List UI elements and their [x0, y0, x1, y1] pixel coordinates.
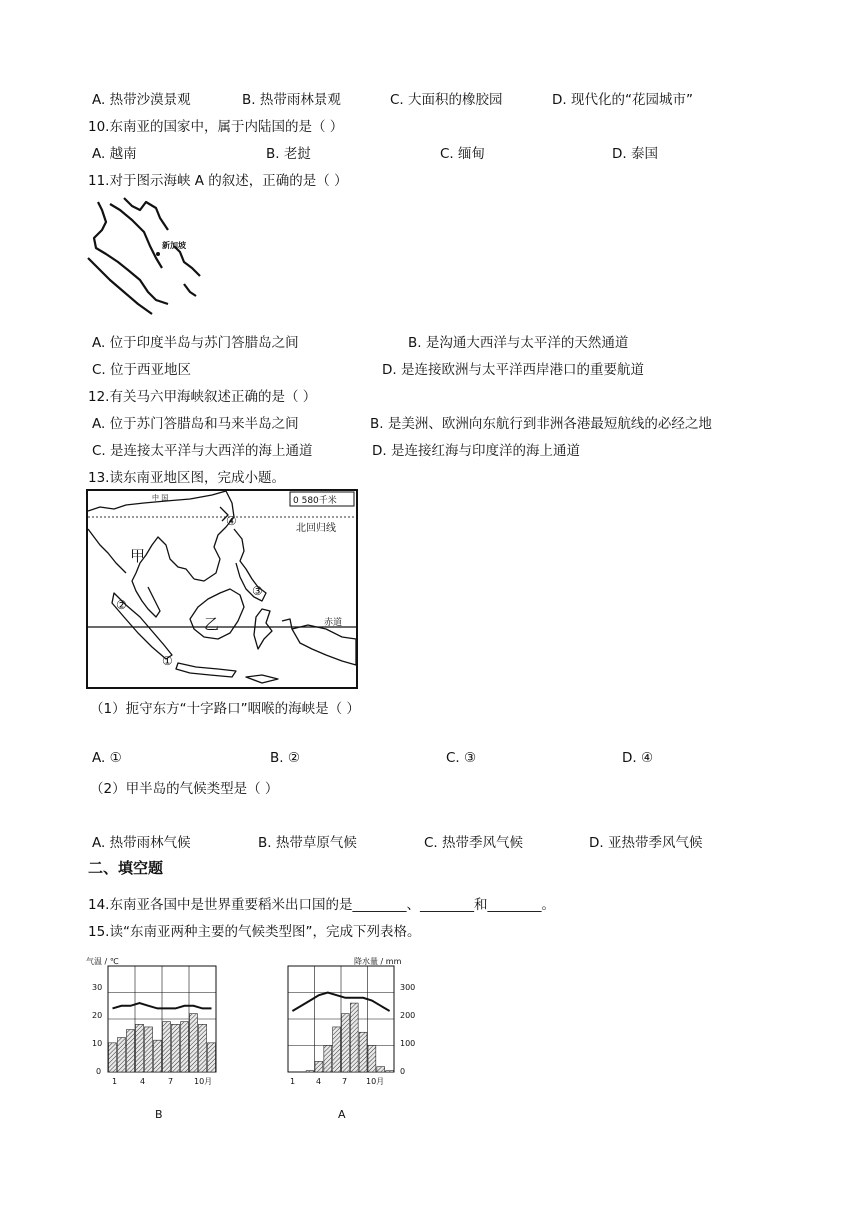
- chart-a-precip-bar: [333, 1027, 341, 1072]
- marker-2: ②: [116, 598, 127, 612]
- island-coast: [184, 284, 196, 296]
- chart-b-precip-bar: [145, 1027, 153, 1072]
- chart-a-ytick-0: 0: [400, 1067, 406, 1076]
- q13-sub1-option-d: D. ④: [622, 750, 654, 766]
- singapore-label: 新加坡: [162, 241, 186, 250]
- q11-option-d: D. 是连接欧洲与太平洋西岸港口的重要航道: [382, 362, 644, 378]
- map-frame: [87, 490, 357, 688]
- q12-option-a: A. 位于苏门答腊岛和马来半岛之间: [92, 416, 299, 432]
- q9-option-d: D. 现代化的“花园城市”: [552, 92, 693, 108]
- q9-option-a: A. 热带沙漠景观: [92, 92, 191, 108]
- q12-option-b: B. 是美洲、欧洲向东航行到非洲各港最短航线的必经之地: [370, 416, 712, 432]
- chart-a-precip-bar: [306, 1071, 314, 1072]
- china-label: 中 国: [152, 494, 169, 502]
- q11-option-c: C. 位于西亚地区: [92, 362, 192, 378]
- q11-option-a: A. 位于印度半岛与苏门答腊岛之间: [92, 335, 299, 351]
- q13-sub2-option-b: B. 热带草原气候: [258, 835, 357, 851]
- q13-sub1-option-b: B. ②: [270, 750, 300, 766]
- chart-a-precip-bar: [350, 1003, 358, 1072]
- marker-3: ③: [252, 584, 263, 598]
- marker-4: ④: [226, 514, 237, 528]
- yi-label: 乙: [204, 615, 220, 633]
- q10-option-a: A. 越南: [92, 146, 137, 162]
- chart-a-ylabel: 降水量 / mm: [354, 957, 402, 966]
- q13-sub2-option-c: C. 热带季风气候: [424, 835, 524, 851]
- southeast-asia-map: [86, 489, 358, 689]
- singapore-dot: [156, 252, 160, 256]
- q9-option-b: B. 热带雨林景观: [242, 92, 341, 108]
- chart-a-ytick-200: 200: [400, 1011, 416, 1020]
- chart-b-precip-bar: [199, 1024, 207, 1072]
- chart-b-precip-bar: [136, 1024, 144, 1072]
- chart-b-precip-bar: [208, 1043, 216, 1072]
- chart-b-ytick-30: 30: [92, 983, 103, 992]
- chart-a-xtick-1: 1: [290, 1077, 296, 1086]
- chart-a-ytick-100: 100: [400, 1039, 416, 1048]
- chart-a-caption: A: [338, 1108, 346, 1121]
- chart-b-precip-bar: [163, 1022, 171, 1072]
- chart-b-xtick-4: 4: [140, 1077, 146, 1086]
- chart-b-precip-bar: [118, 1038, 126, 1072]
- q13-sub2-stem: （2）甲半岛的气候类型是（ ）: [90, 781, 279, 797]
- borneo-coast: [174, 246, 200, 276]
- chart-b-ytick-0: 0: [96, 1067, 102, 1076]
- q12-stem: 12.有关马六甲海峡叙述正确的是（ ）: [88, 389, 317, 405]
- q10-option-c: C. 缅甸: [440, 146, 486, 162]
- peninsula-coast: [110, 204, 162, 268]
- chart-a-precip-bar: [368, 1046, 376, 1073]
- q13-sub2-option-a: A. 热带雨林气候: [92, 835, 191, 851]
- chart-b-ytick-20: 20: [92, 1011, 103, 1020]
- chart-b-precip-bar: [172, 1024, 180, 1072]
- q12-option-c: C. 是连接太平洋与大西洋的海上通道: [92, 443, 313, 459]
- chart-a-precip-bar: [315, 1061, 323, 1072]
- sumatra-south-coast: [88, 258, 152, 314]
- chart-a-precip-bar: [377, 1067, 385, 1072]
- equator-label: 赤道: [324, 618, 343, 628]
- chart-a-precip-bar: [359, 1032, 367, 1072]
- chart-a-precip-bar: [342, 1014, 350, 1072]
- chart-a-xtick-10: 10月: [366, 1077, 385, 1086]
- q13-sub1-option-a: A. ①: [92, 750, 122, 766]
- q13-sub1-stem: （1）扼守东方“十字路口”咽喉的海峡是（ ）: [90, 701, 360, 717]
- q10-stem: 10.东南亚的国家中，属于内陆国的是（ ）: [88, 119, 344, 135]
- q13-sub1-option-c: C. ③: [446, 750, 477, 766]
- chart-b-precip-bar: [154, 1040, 162, 1072]
- q15-stem: 15.读“东南亚两种主要的气候类型图”，完成下列表格。: [88, 924, 421, 940]
- marker-1: ①: [162, 654, 173, 668]
- q14-stem: 14.东南亚各国中是世界重要稻米出口国的是________、________和________。: [88, 897, 555, 913]
- q12-option-d: D. 是连接红海与印度洋的海上通道: [372, 443, 580, 459]
- chart-a-xtick-4: 4: [316, 1077, 322, 1086]
- chart-b-caption: B: [155, 1108, 163, 1121]
- chart-b-xtick-1: 1: [112, 1077, 118, 1086]
- chart-a-precip-bar: [386, 1071, 394, 1072]
- scale-label: 0 580千米: [293, 496, 337, 506]
- chart-a-precip-bar: [324, 1046, 332, 1073]
- chart-b-precip-bar: [190, 1014, 198, 1072]
- section-title: 二、填空题: [88, 859, 164, 877]
- jia-label: 甲: [130, 547, 146, 565]
- q11-stem: 11.对于图示海峡 A 的叙述，正确的是（ ）: [88, 173, 348, 189]
- q10-option-b: B. 老挝: [266, 146, 311, 162]
- chart-b-ytick-10: 10: [92, 1039, 103, 1048]
- climate-chart-a: [284, 952, 424, 1092]
- chart-a-xtick-7: 7: [342, 1077, 348, 1086]
- chart-b-precip-bar: [127, 1030, 135, 1072]
- q9-option-c: C. 大面积的橡胶园: [390, 92, 503, 108]
- climate-chart-b: [84, 952, 234, 1092]
- chart-a-ytick-300: 300: [400, 983, 416, 992]
- q13-sub2-option-d: D. 亚热带季风气候: [589, 835, 703, 851]
- chart-b-xtick-7: 7: [168, 1077, 174, 1086]
- indochina-coast: [124, 198, 168, 230]
- strait-map: [84, 196, 204, 320]
- q10-option-d: D. 泰国: [612, 146, 658, 162]
- chart-b-xtick-10: 10月: [194, 1077, 213, 1086]
- chart-b-ylabel: 气温 / ℃: [86, 957, 119, 966]
- tropic-label: 北回归线: [296, 523, 336, 534]
- q13-stem: 13.读东南亚地区图，完成小题。: [88, 470, 285, 486]
- q11-option-b: B. 是沟通大西洋与太平洋的天然通道: [408, 335, 629, 351]
- chart-b-precip-bar: [109, 1043, 117, 1072]
- chart-b-precip-bar: [181, 1022, 189, 1072]
